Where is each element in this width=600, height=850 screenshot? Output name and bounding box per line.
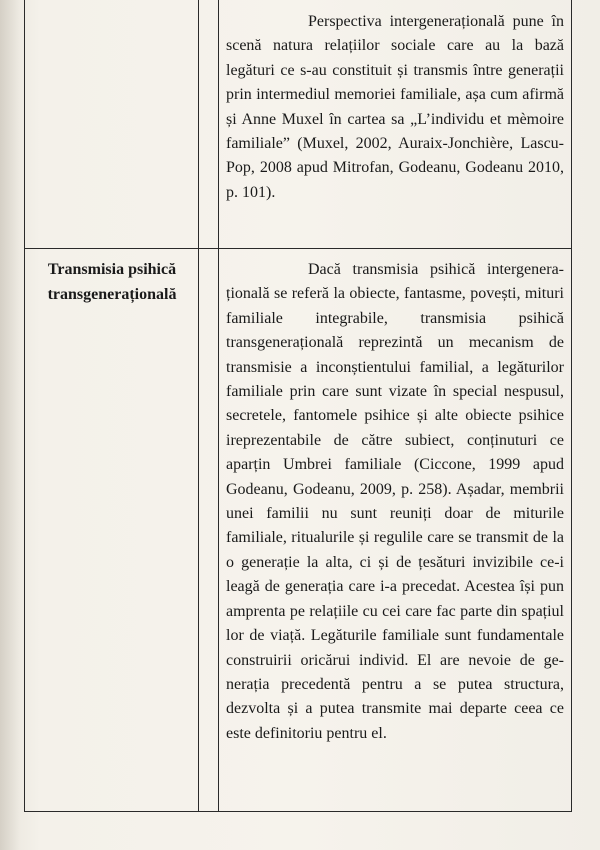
paragraph-intergenerational: Perspectiva intergenerațională pune în scenă natura relațiilor sociale care au la bază legături ce s-au constituit și transmis între generații prin intermediul memoriei familiale, așa cum afirmă și Anne Muxel în cartea sa „L’individu et mèmoire familiale” (Muxel, 2002, Auraix-Jonchière, Lascu-Pop, 2008 apud Mitrofan, Godeanu, Godeanu 2010, p. 101).	[226, 13, 564, 201]
table-row-description	[226, 10, 564, 205]
page-edge-shadow	[0, 0, 20, 850]
column-divider-term	[198, 0, 199, 811]
row-divider	[25, 248, 571, 249]
definition-table	[24, 0, 572, 812]
paragraph-transgenerational: Dacă transmisia psihică intergenerațională se referă la obiecte, fantasme, povești, mituri familiale integrabile, transmisia psihică transgenerațională reprezintă un mecanism de transmisie a inconștientului familial, a legăturilor familiale prin care sunt vizate în special nespusul, secretele, fantomele psihice și alte obiecte psihice ireprezentabile de către subiect, conținuturi ce aparțin Umbrei familiale (Ciccone, 1999 apud Godeanu, Godeanu, 2009, p. 258). Așadar, membrii unei familii nu sunt reuniți doar de miturile familiale, ritualurile și regulile care se transmit de la o generație la alta, ci și de țesături invizibile ce-i leagă de generația care i-a precedat. Acestea își pun amprenta pe relațiile cu cei care fac parte din spațiul lor de viață. Legăturile familiale sunt fundamentale construirii oricărui individ. El are nevoie de generația precedentă pentru a se putea structura, dezvolta și a putea transmite mai departe ceea ce este definitoriu pentru el.	[226, 261, 564, 742]
table-row-description	[226, 258, 564, 746]
table-row-term: Transmisia psihică transgenerațională	[47, 261, 177, 303]
column-divider-narrow	[218, 0, 219, 811]
